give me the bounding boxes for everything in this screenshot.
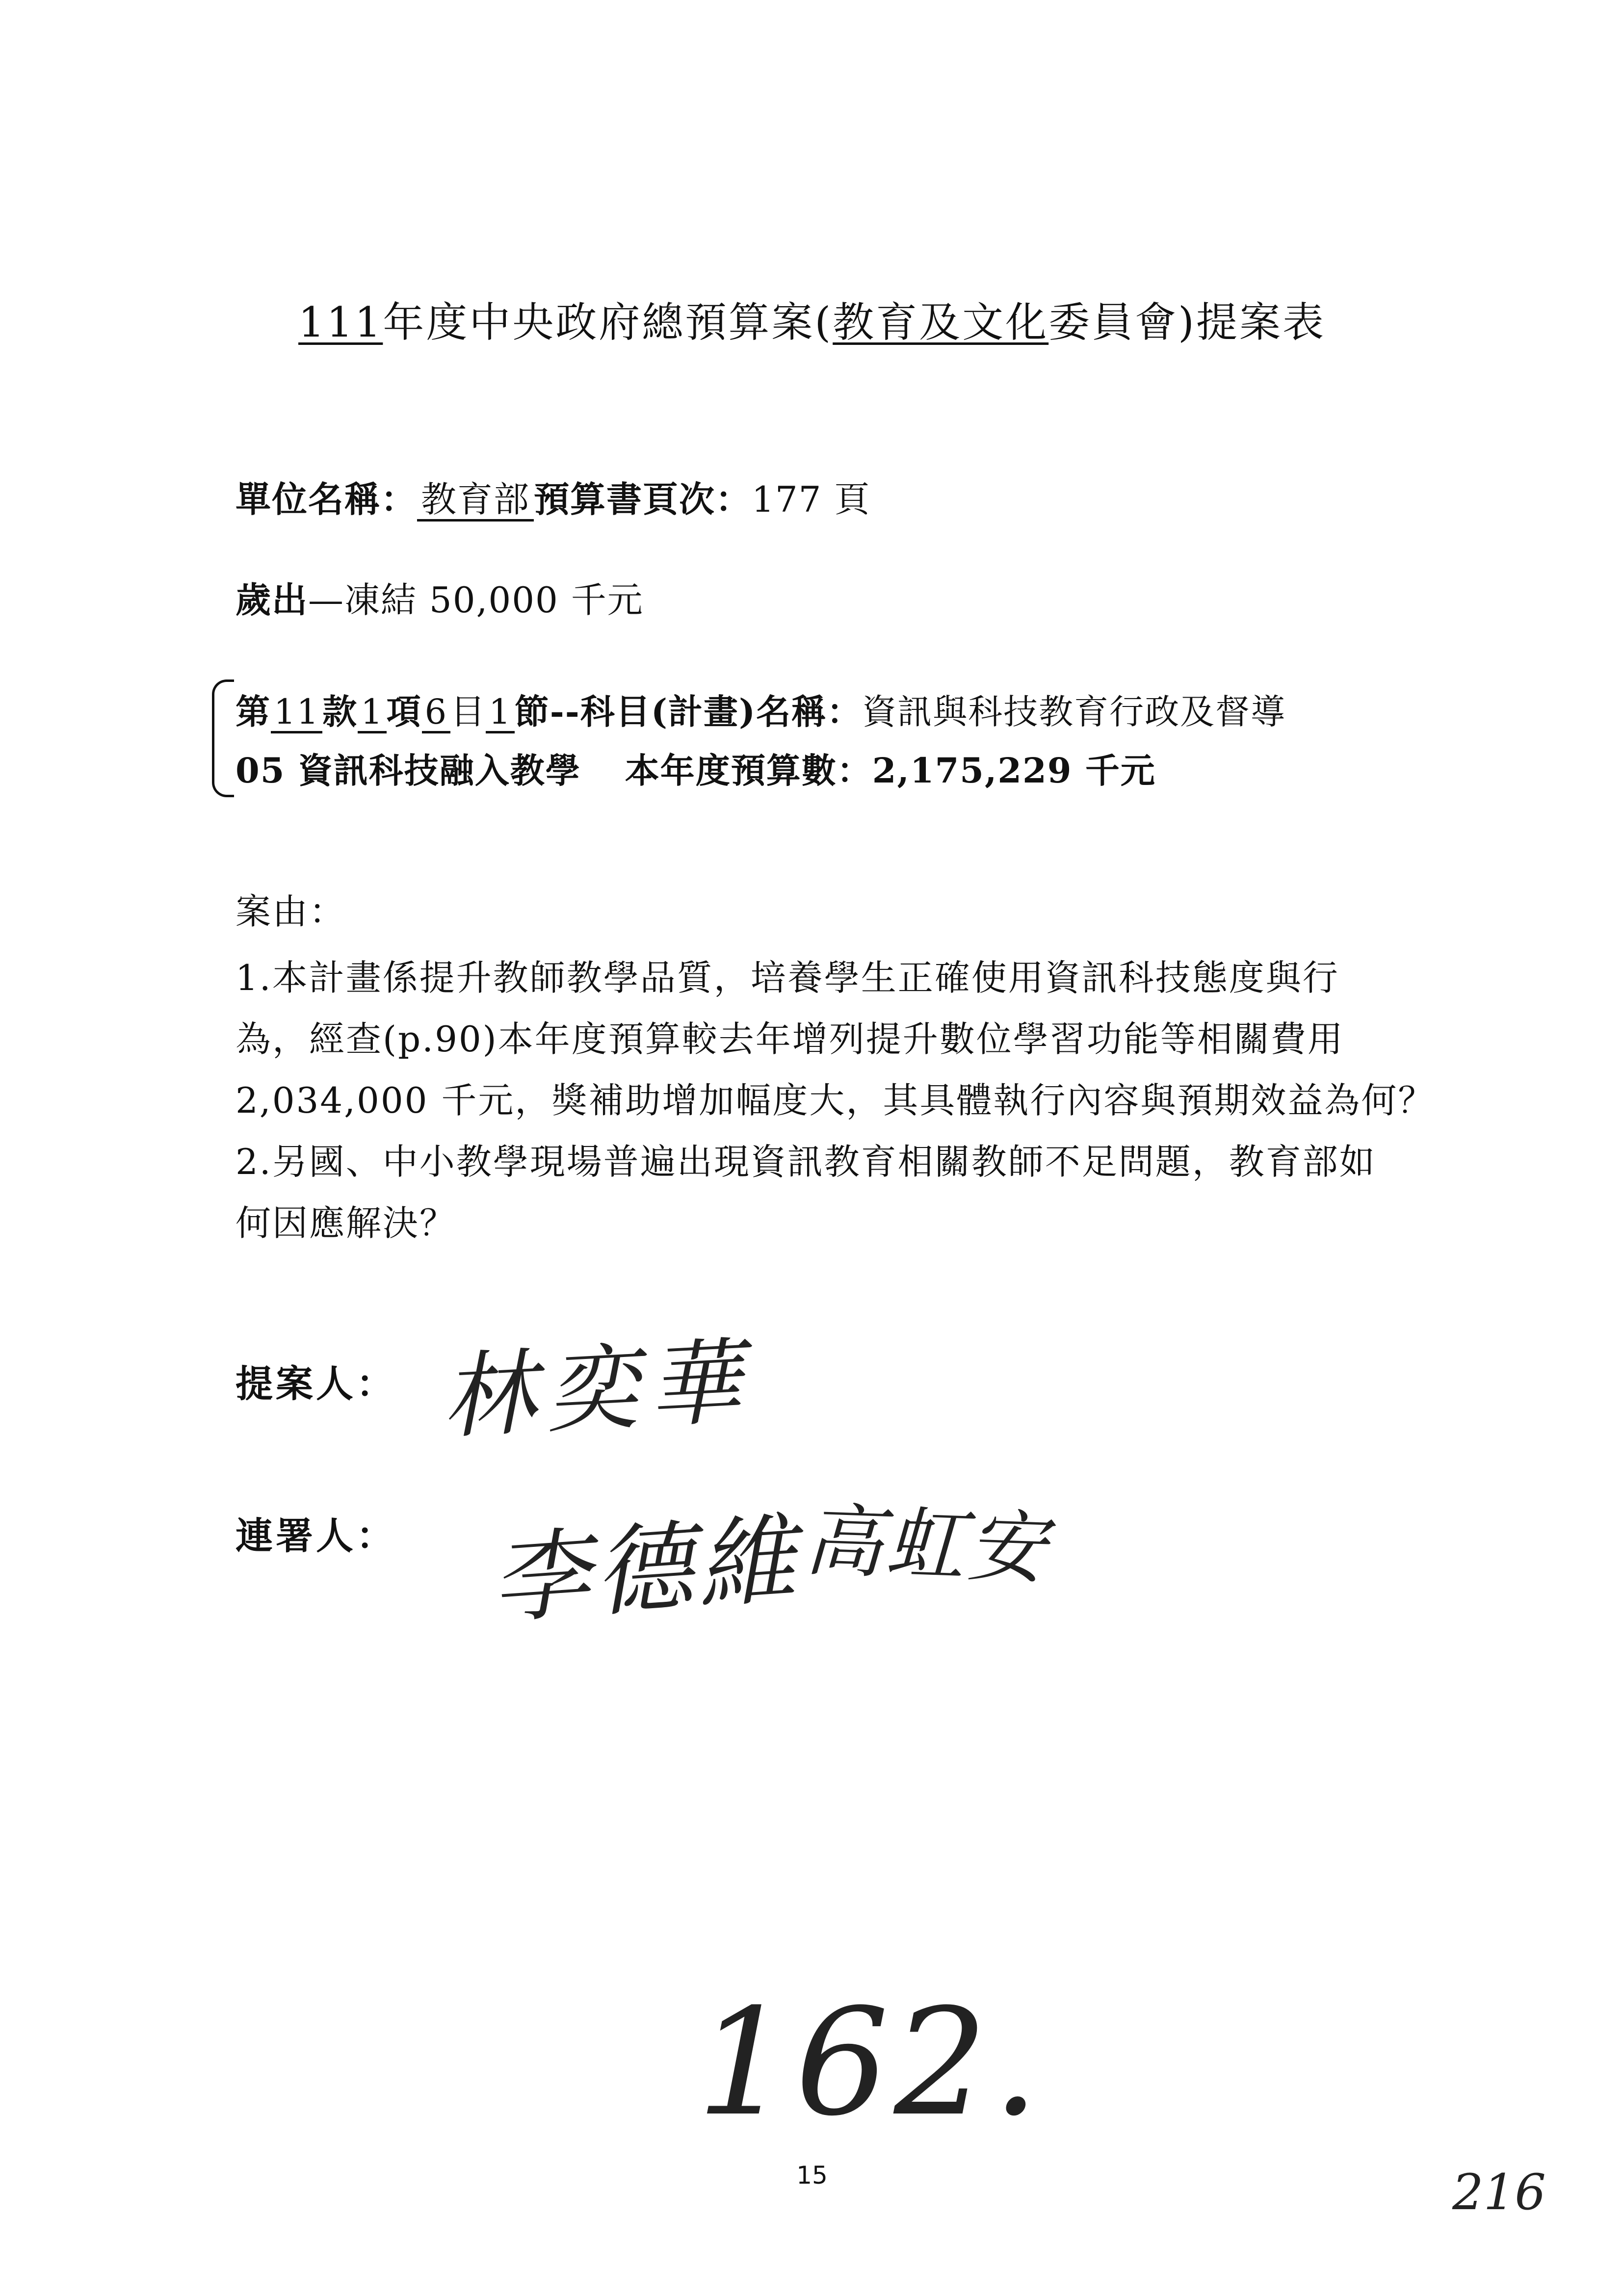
budget-page-label: 預算書頁次： [534,478,752,520]
unit-line [236,471,870,522]
budget-page-value: 177 頁 [752,479,871,520]
subject-prefix: 第 [236,691,271,732]
title-committee: 教育及文化 [833,298,1049,346]
handwritten-number: 162. [697,1977,1044,2148]
title-year: 111 [298,298,383,346]
expenditure-line [236,572,644,623]
expenditure-text: —凍結 50,000 千元 [308,579,644,621]
proposer-label: 提案人： [236,1362,396,1406]
budget-amount-label: 本年度預算數： [625,750,872,791]
cosigner-label: 連署人： [236,1514,396,1558]
reason-heading: 案由： [236,891,346,932]
subject-kuan-label: 款 [322,691,358,732]
page-title [0,289,1624,349]
subject-plan-code: 05 資訊科技融入教學 [236,750,581,791]
reason-line-5: 何因應解決？ [236,1202,457,1244]
subject-xiang-label: 項 [386,691,422,732]
title-part1: 年度中央政府總預算案( [383,298,833,346]
unit-value: 教育部 [417,480,534,522]
subject-line-1 [236,684,1286,734]
budget-amount-value: 2,175,229 千元 [872,750,1156,791]
title-part2: 委員會)提案表 [1048,298,1326,346]
unit-label: 單位名稱： [236,478,418,520]
reason-line-3: 2,034,000 千元，獎補助增加幅度大，其具體執行內容與預期效益為何？ [236,1080,1435,1121]
cosigner-signature-2: 高虹安 [803,1494,1050,1595]
subject-name-label: 節--科目(計畫)名稱： [514,691,863,732]
reason-line-4: 2.另國、中小教學現場普遍出現資訊教育相關教師不足問題，教育部如 [236,1141,1376,1182]
subject-line-2 [236,743,1156,793]
proposer-signature: 林奕華 [439,1327,754,1452]
expenditure-label: 歲出 [236,579,309,621]
corner-handwritten-number: 216 [1452,2164,1546,2221]
page-number: 15 [796,2161,828,2190]
reason-line-2: 為，經查(p.90)本年度預算較去年增列提升數位學習功能等相關費用 [236,1018,1344,1060]
subject-mu: 6 [422,693,451,733]
subject-kuan: 11 [271,693,322,733]
subject-mu-label: 目 [450,692,486,732]
subject-xiang: 1 [358,693,387,733]
subject-bracket [212,679,234,797]
subject-jie: 1 [486,693,515,733]
subject-plan-name: 資訊與科技教育行政及督導 [862,692,1286,732]
reason-line-1: 1.本計畫係提升教師教學品質，培養學生正確使用資訊科技態度與行 [236,957,1339,998]
cosigner-signature-1: 李德維 [487,1502,804,1638]
